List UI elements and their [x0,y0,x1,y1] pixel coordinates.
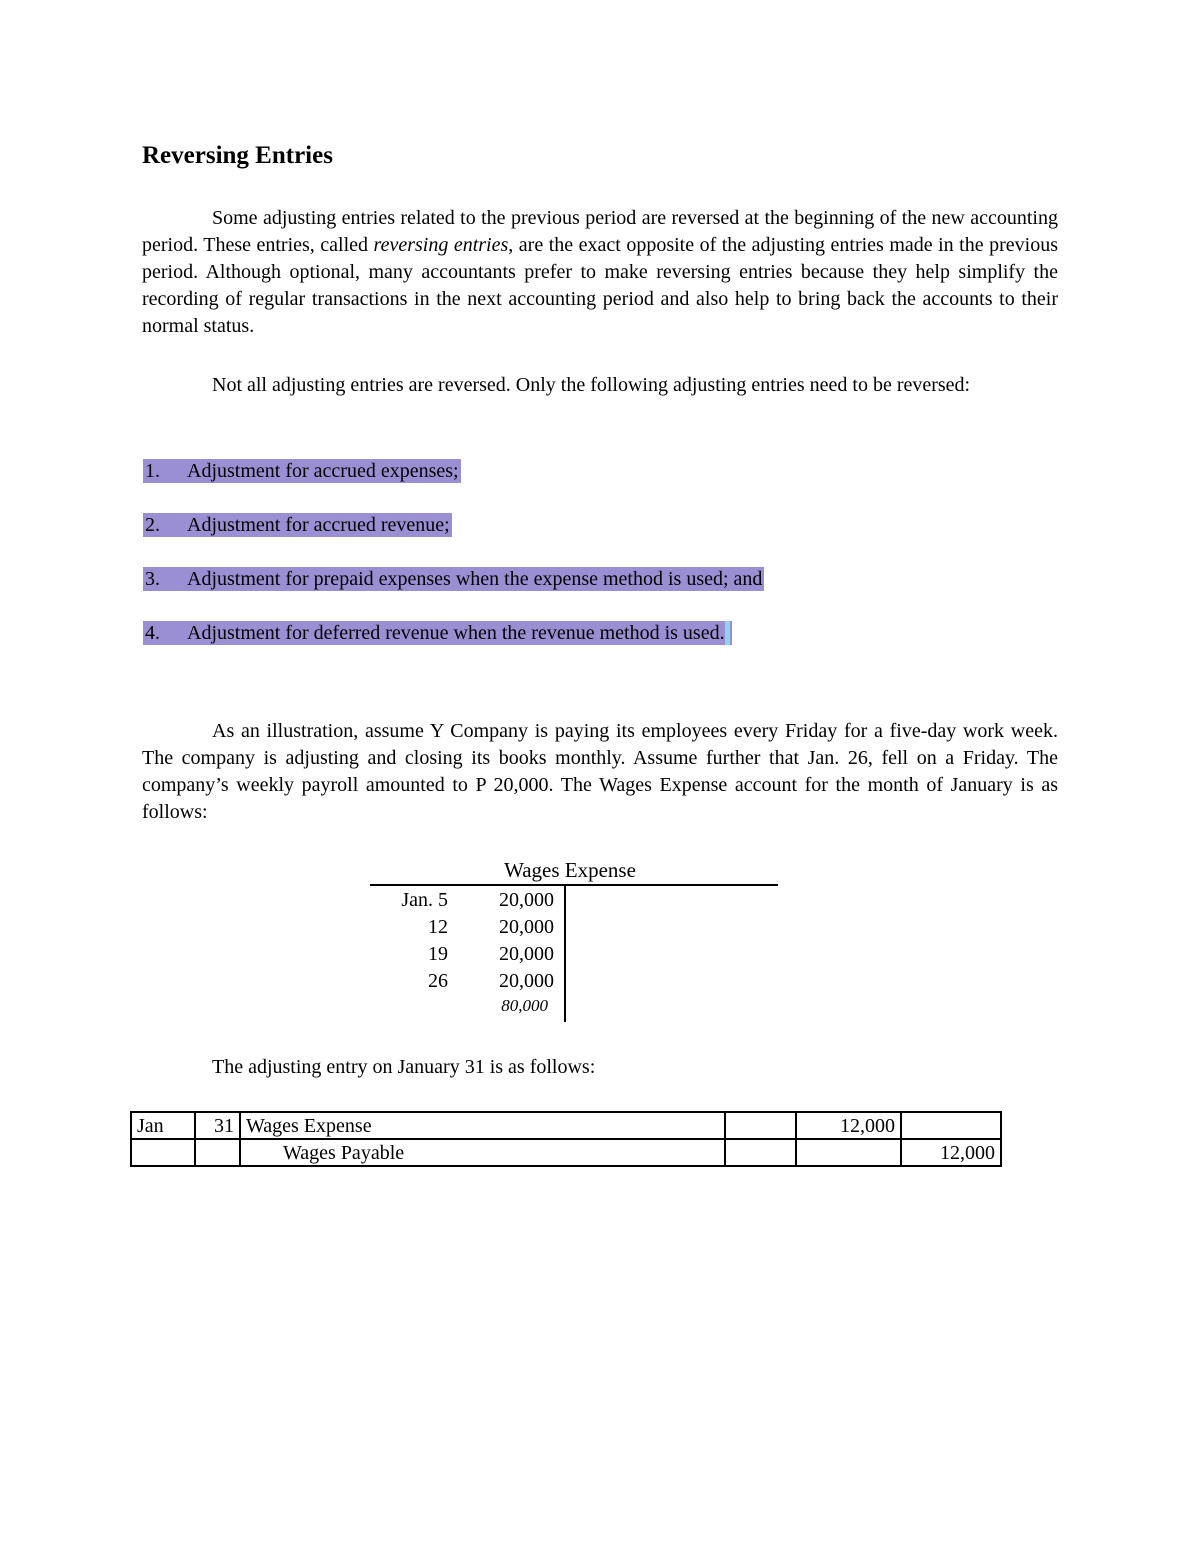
journal-ref [725,1112,796,1139]
t-account-date: 12 [428,916,448,938]
list-item-number: 2. [145,514,160,536]
list-item-text: Adjustment for prepaid expenses when the expense method is used; and [187,568,763,590]
list-item-text: Adjustment for accrued revenue; [187,514,450,536]
list-item-text: Adjustment for deferred revenue when the revenue method is used. [187,622,725,644]
adjusting-entry-paragraph: The adjusting entry on January 31 is as follows: [212,1056,596,1078]
journal-credit [901,1112,1001,1139]
journal-ref [725,1139,796,1166]
list-item-number: 3. [145,568,160,590]
intro-text-after: , are the exact opposite of the adjusting entries made in the previous period. Although optional, many accountants prefer to make reversing entries because they help simplify the recording of regular transactions in the next accounting period and also help to bring back the accounts to their normal status. [142,234,1058,337]
t-account-amount: 20,000 [499,970,554,992]
illustration-paragraph: As an illustration, assume Y Company is paying its employees every Friday for a five-day work week. The company is adjusting and closing its books monthly. Assume further that Jan. 26, fell on a Friday. The company’s weekly payroll amounted to P 20,000. The Wages Expense account for the month of January is as follows: [142,720,1058,823]
journal-month [131,1139,195,1166]
journal-debit: 12,000 [796,1112,901,1139]
table-row [131,1139,1001,1166]
journal-entry-table [130,1111,1002,1167]
selection-caret [725,621,730,645]
list-item-text: Adjustment for accrued expenses; [187,460,459,482]
intro-emphasis: reversing entries [373,234,509,256]
journal-debit [796,1139,901,1166]
journal-month: Jan [131,1112,195,1139]
intro-paragraph [142,205,1058,340]
list-item [143,513,452,537]
journal-credit: 12,000 [901,1139,1001,1166]
journal-day: 31 [195,1112,240,1139]
t-account-date: 26 [428,970,448,992]
list-item-number: 4. [145,622,160,644]
t-account-amount: 20,000 [499,943,554,965]
t-account-top-rule [370,884,778,886]
t-account-amount: 20,000 [499,916,554,938]
t-account-date: 19 [428,943,448,965]
page-title: Reversing Entries [142,142,333,169]
table-row [131,1112,1001,1139]
t-account-total: 80,000 [501,996,548,1015]
list-item-number: 1. [145,460,160,482]
list-item [143,459,461,483]
journal-account: Wages Expense [240,1112,725,1139]
t-account-center-rule [564,885,566,1022]
intro-text-before: Some adjusting entries related to the previous period are reversed at the beginning of the new accounting period. These entries, called [142,207,1058,256]
list-item [143,567,764,591]
list-item [143,621,732,645]
journal-account: Wages Payable [240,1139,725,1166]
t-account-title: Wages Expense [504,858,636,882]
journal-day [195,1139,240,1166]
t-account-date: Jan. 5 [401,889,448,911]
t-account-amount: 20,000 [499,889,554,911]
reversal-paragraph: Not all adjusting entries are reversed. Only the following adjusting entries need to be reversed: [212,374,971,396]
